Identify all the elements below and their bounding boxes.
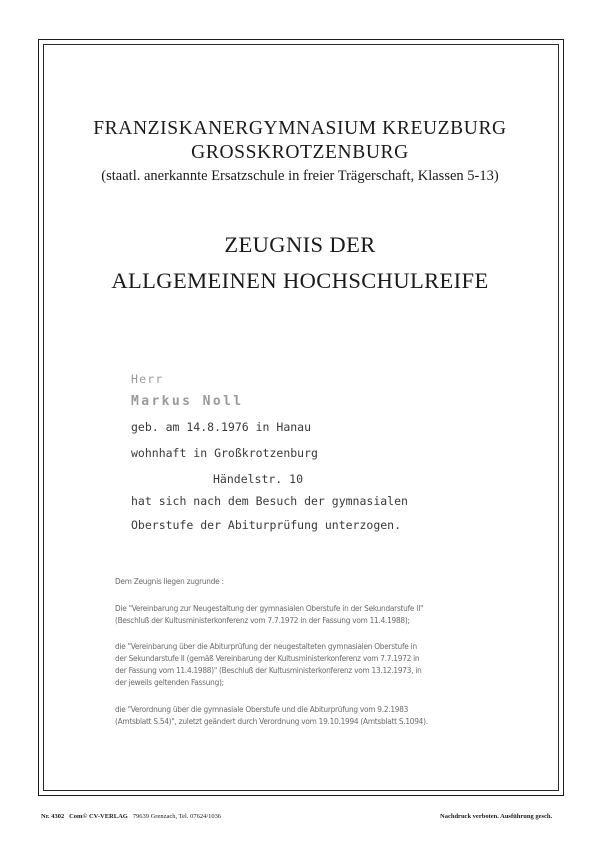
basis-p3-line: (Amtsblatt S.54)", zuletzt geändert durch Verordnung vom 19.10.1994 (Amtsblatt S.1094). (115, 716, 428, 726)
residence-line: wohnhaft in Großkrotzenburg (131, 446, 318, 460)
school-name: FRANZISKANERGYMNASIUM KREUZBURG (93, 118, 507, 139)
form-number: Nr. 4302 (41, 813, 65, 820)
student-name: Markus Noll (131, 394, 244, 409)
basis-p2-line: der Fassung vom 11.4.1988)" (Beschluß der Kultusministerkonferenz vom 13.12.1973, in (115, 665, 422, 675)
attended-line: hat sich nach dem Besuch der gymnasialen (131, 494, 408, 508)
basis-intro: Dem Zeugnis liegen zugrunde : (115, 576, 224, 586)
basis-p3-line: die "Verordnung über die gymnasiale Oberstufe und die Abiturprüfung vom 9.2.1983 (115, 704, 409, 714)
exam-line: Oberstufe der Abiturprüfung unterzogen. (131, 518, 402, 532)
street-line: Händelstr. 10 (213, 472, 304, 486)
basis-p1-line: (Beschluß der Kultusministerkonferenz vom 7.7.1972 in der Fassung vom 11.4.1988); (115, 615, 410, 625)
birth-line: geb. am 14.8.1976 in Hanau (131, 420, 312, 434)
basis-p1-line: Die "Vereinbarung zur Neugestaltung der gymnasialen Oberstufe in der Sekundarstufe II" (115, 603, 424, 613)
basis-p2-line: der jeweils geltenden Fassung); (115, 677, 224, 687)
publisher-address: 79639 Grenzach, Tel. 07624/1036 (132, 813, 222, 820)
reprint-notice: Nachdruck verboten. Ausführung gesch. (440, 813, 553, 820)
salutation: Herr (131, 372, 164, 386)
document-title-line1: ZEUGNIS DER (224, 232, 376, 257)
publisher: Com© CV-VERLAG (69, 813, 128, 820)
school-note: (staatl. anerkannte Ersatzschule in freier Trägerschaft, Klassen 5-13) (101, 168, 499, 184)
basis-p2-line: der Sekundarstufe II (gemäß Vereinbarung der Kultusministerkonferenz vom 7.7.1972 in (115, 653, 420, 663)
school-city: GROSSKROTZENBURG (191, 142, 409, 163)
footer-notice (440, 813, 552, 820)
document-title-line2: ALLGEMEINEN HOCHSCHULREIFE (111, 268, 489, 293)
basis-p2-line: die "Vereinbarung über die Abiturprüfung der neugestalteten gymnasialen Oberstufe in (115, 641, 417, 651)
footer-publisher-info (41, 813, 221, 820)
